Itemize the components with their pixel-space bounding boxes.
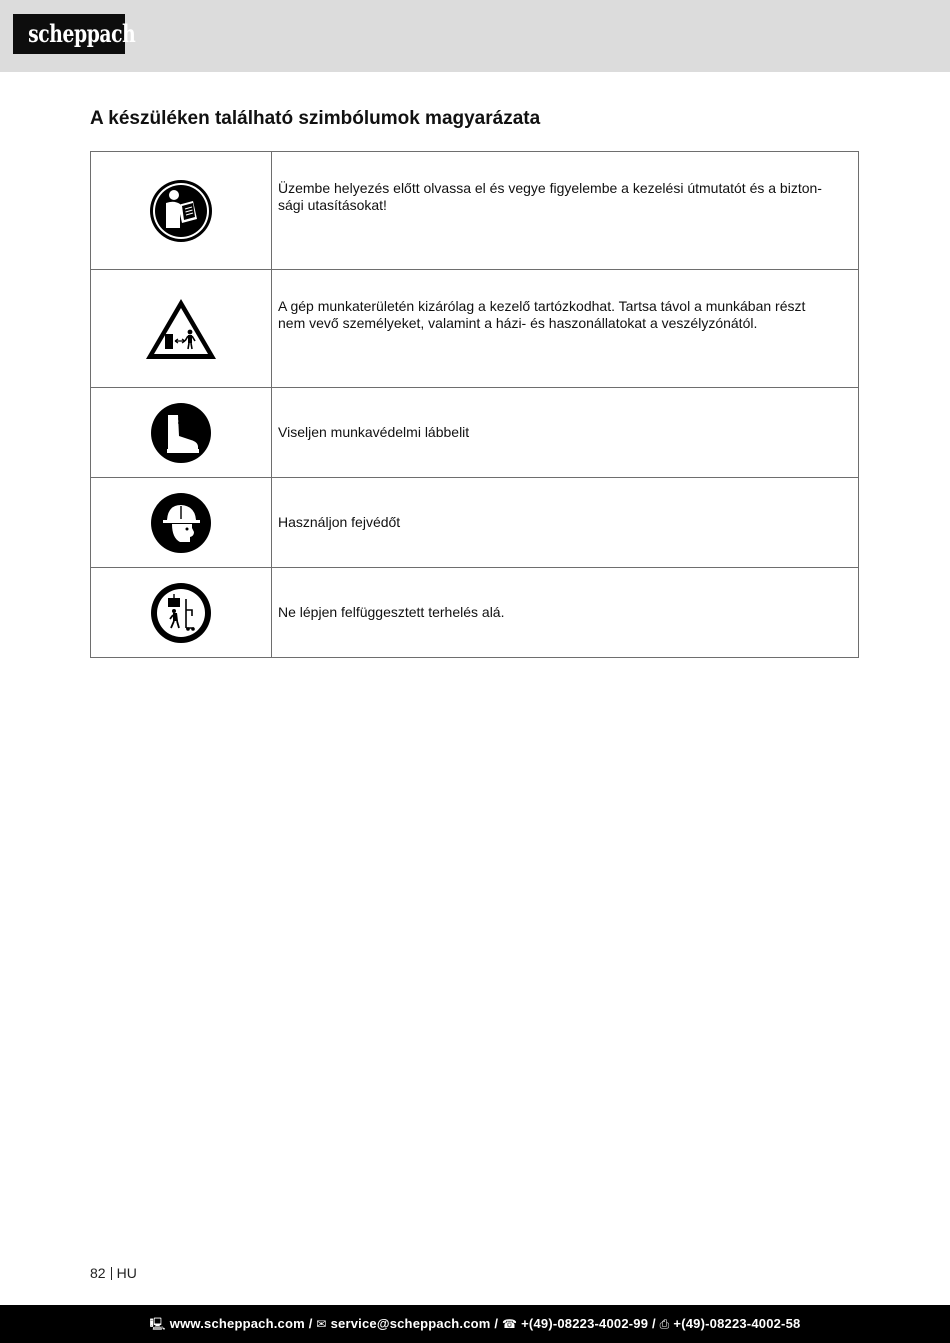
fax-icon: ⎙ (659, 1317, 670, 1331)
symbol-row-safety-boots (91, 388, 859, 478)
footer-fax: +(49)-08223-4002-58 (673, 1316, 801, 1331)
mail-icon: ✉ (316, 1317, 327, 1331)
symbol-row-hard-hat (91, 478, 859, 568)
suspended-load-icon (150, 582, 212, 644)
page-number: 82 HU (90, 1265, 137, 1281)
hard-hat-icon (150, 492, 212, 554)
footer-web-link[interactable]: www.scheppach.com (169, 1316, 305, 1331)
footer-phone: +(49)-08223-4002-99 (521, 1316, 649, 1331)
symbol-text: Használjon fejvédőt (272, 478, 859, 568)
page-number-separator (111, 1267, 112, 1280)
symbol-row-read-manual (91, 152, 859, 270)
computer-icon: 🖳 (149, 1317, 166, 1331)
header-band (0, 0, 950, 72)
symbol-table (90, 151, 859, 658)
symbol-text: Ne lépjen felfüggesztett terhelés alá. (272, 568, 859, 658)
symbol-row-keep-distance (91, 270, 859, 388)
safety-boots-icon (150, 402, 212, 464)
footer-bar: 🖳 www.scheppach.com / ✉ service@scheppach.com / ☎ +(49)-08223-4002-99 / ⎙ +(49)-08223-4002-58 (0, 1305, 950, 1343)
scheppach-logo: scheppach (13, 14, 125, 54)
symbol-text: A gép munkaterületén kizárólag a kezelő tartózkodhat. Tartsa távol a munkában részt nem vevő személyeket, valamint a házi- és haszonállatokat a veszélyzónától. (272, 270, 859, 388)
symbol-text: Üzembe helyezés előtt olvassa el és vegye figyelembe a kezelési útmutatót és a bizton- sági utasításokat! (272, 152, 859, 270)
page-title: A készüléken található szimbólumok magyarázata (90, 108, 541, 129)
phone-icon: ☎ (501, 1317, 518, 1331)
read-manual-icon (149, 179, 213, 243)
symbol-row-suspended-load (91, 568, 859, 658)
symbol-text: Viseljen munkavédelmi lábbelit (272, 388, 859, 478)
footer-email-link[interactable]: service@scheppach.com (330, 1316, 491, 1331)
keep-distance-warning-icon (143, 296, 219, 362)
